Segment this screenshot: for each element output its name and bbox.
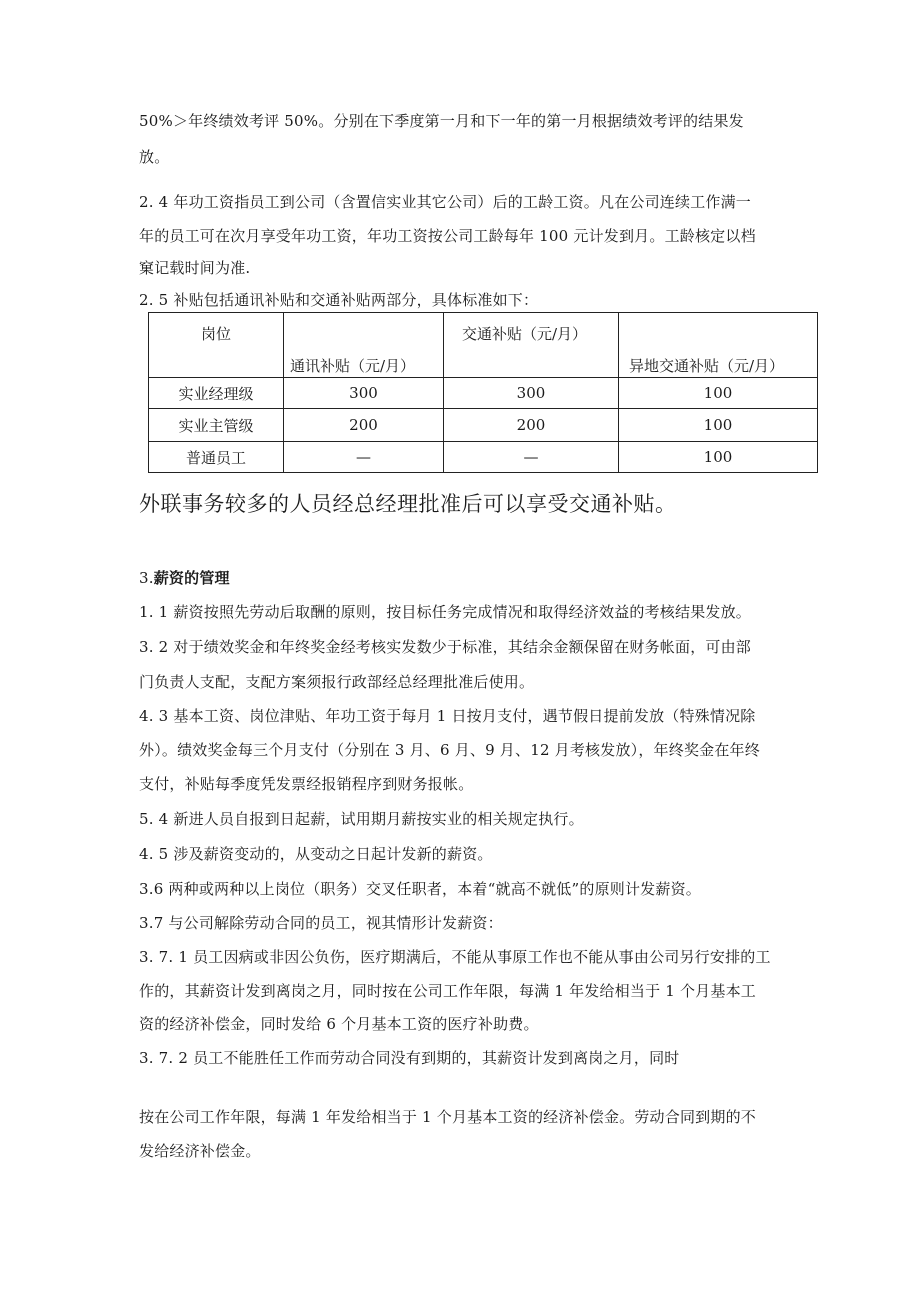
paragraph-line: 1. 1 薪资按照先劳动后取酬的原则，按目标任务完成情况和取得经济效益的考核结果发放。 [139,603,751,621]
cell-position: 实业主管级 [149,409,284,442]
paragraph-line: 3. 2 对于绩效奖金和年终奖金经考核实发数少于标准，其结余金额保留在财务帐面，可由部 [139,638,751,656]
cell-remote-transport: 100 [619,442,818,473]
section-heading-text: 薪资的管理 [153,569,230,587]
cell-telecom: 300 [284,378,444,409]
paragraph-line: 窠记载时间为准. [139,259,251,277]
table-row [149,409,818,442]
cell-position: 实业经理级 [149,378,284,409]
cell-remote-transport: 100 [619,378,818,409]
paragraph-line: 50%＞年终绩效考评 50%。分别在下季度第一月和下一年的第一月根据绩效考评的结果发 [139,112,744,130]
paragraph-line: 4. 3 基本工资、岗位津贴、年功工资于每月 1 日按月支付，遇节假日提前发放（特殊情况除 [139,707,756,725]
paragraph-line: 5. 4 新进人员自报到日起薪，试用期月薪按实业的相关规定执行。 [139,810,584,828]
cell-position: 普通员工 [149,442,284,473]
paragraph-line: 2. 4 年功工资指员工到公司（含置信实业其它公司）后的工龄工资。凡在公司连续工作满一 [139,193,751,211]
header-position: 岗位 [201,325,232,343]
header-transport: 交通补贴（元/月） [462,325,588,343]
header-telecom-cell [284,313,444,378]
cell-transport: 200 [444,409,619,442]
paragraph-line: 年的员工可在次月享受年功工资，年功工资按公司工龄每年 100 元计发到月。工龄核定以档 [139,227,756,245]
cell-transport: — [444,442,619,473]
section-heading [139,568,839,588]
section-heading-number: 3. [139,569,154,587]
transport-note: 外联事务较多的人员经总经理批准后可以享受交通补贴。 [139,492,677,516]
paragraph-line: 外）。绩效奖金每三个月支付（分别在 3 月、6 月、9 月、12 月考核发放），年终奖金在年终 [139,741,760,759]
paragraph-line: 门负责人支配，支配方案须报行政部经总经理批准后使用。 [139,673,535,691]
table-header-row [149,313,818,378]
table-row [149,442,818,473]
paragraph-line: 作的，其薪资计发到离岗之月，同时按在公司工作年限，每满 1 年发给相当于 1 个月基本工 [139,982,756,1000]
allowance-table [148,312,818,473]
paragraph-line: 3. 7. 1 员工因病或非因公负伤，医疗期满后，不能从事原工作也不能从事由公司另行安排的工 [139,948,771,966]
cell-telecom: 200 [284,409,444,442]
paragraph-line: 按在公司工作年限，每满 1 年发给相当于 1 个月基本工资的经济补偿金。劳动合同到期的不 [139,1108,756,1126]
paragraph-line: 发给经济补偿金。 [139,1142,261,1160]
header-remote-transport-cell [619,313,818,378]
cell-remote-transport: 100 [619,409,818,442]
paragraph-line: 支付，补贴每季度凭发票经报销程序到财务报帐。 [139,775,474,793]
paragraph-line: 放。 [139,148,170,166]
table-row [149,378,818,409]
paragraph-line: 4. 5 涉及薪资变动的，从变动之日起计发新的薪资。 [139,845,493,863]
paragraph-line: 3.6 两种或两种以上岗位（职务）交叉任职者，本着“就高不就低”的原则计发薪资。 [139,880,701,898]
header-position-cell [149,313,284,378]
header-transport-cell [444,313,619,378]
header-telecom: 通讯补贴（元/月） [290,357,416,375]
cell-transport: 300 [444,378,619,409]
paragraph-line: 3. 7. 2 员工不能胜任工作而劳动合同没有到期的，其薪资计发到离岗之月，同时 [139,1049,680,1067]
paragraph-line: 资的经济补偿金，同时发给 6 个月基本工资的医疗补助费。 [139,1015,539,1033]
header-remote-transport: 异地交通补贴（元/月） [629,357,785,375]
cell-telecom: — [284,442,444,473]
paragraph-line: 2. 5 补贴包括通讯补贴和交通补贴两部分，具体标准如下： [139,291,539,309]
paragraph-line: 3.7 与公司解除劳动合同的员工，视其情形计发薪资： [139,914,503,932]
